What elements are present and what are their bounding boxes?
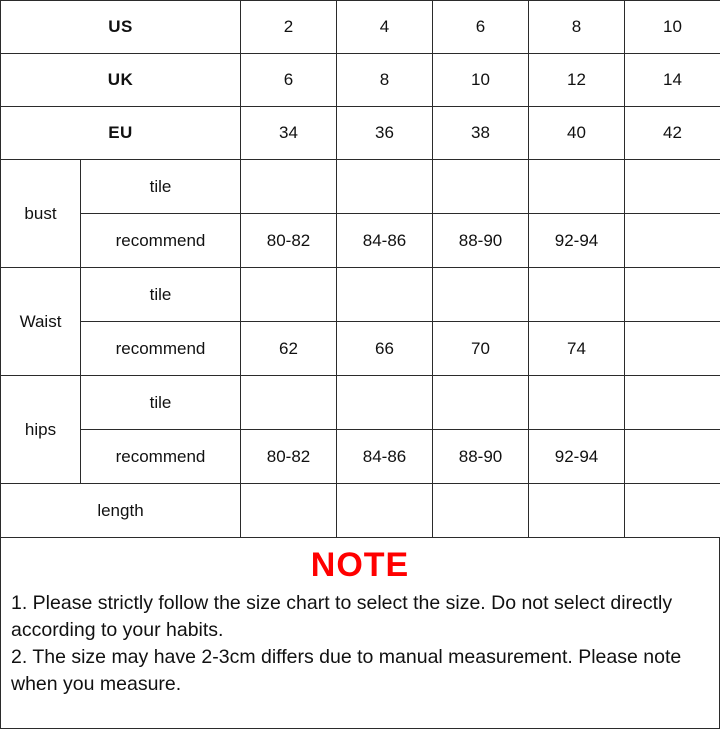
- table-row: [1, 214, 720, 268]
- table-row: [1, 430, 720, 484]
- note-box: [0, 538, 720, 729]
- cell-bust-tile-3: [433, 160, 529, 214]
- sub-label-hips-tile: tile: [81, 376, 241, 430]
- cell-waist-rec-5: [625, 322, 720, 376]
- table-row: [1, 160, 720, 214]
- row-label-bust: bust: [1, 160, 81, 268]
- cell-waist-rec-3: 70: [433, 322, 529, 376]
- cell-eu-1: 34: [241, 107, 337, 160]
- cell-uk-3: 10: [433, 54, 529, 107]
- cell-length-4: [529, 484, 625, 538]
- cell-hips-rec-2: 84-86: [337, 430, 433, 484]
- cell-hips-tile-1: [241, 376, 337, 430]
- table-row: [1, 484, 720, 538]
- note-line-2: 2. The size may have 2-3cm differs due to manual measurement. Please note when you measure.: [11, 644, 709, 698]
- cell-length-1: [241, 484, 337, 538]
- cell-waist-rec-2: 66: [337, 322, 433, 376]
- cell-hips-rec-1: 80-82: [241, 430, 337, 484]
- row-label-eu: EU: [1, 107, 241, 160]
- cell-bust-tile-4: [529, 160, 625, 214]
- cell-waist-tile-2: [337, 268, 433, 322]
- cell-hips-tile-5: [625, 376, 720, 430]
- cell-bust-rec-2: 84-86: [337, 214, 433, 268]
- sub-label-hips-recommend: recommend: [81, 430, 241, 484]
- cell-hips-rec-5: [625, 430, 720, 484]
- row-label-uk: UK: [1, 54, 241, 107]
- cell-waist-tile-1: [241, 268, 337, 322]
- cell-waist-tile-5: [625, 268, 720, 322]
- cell-us-1: 2: [241, 1, 337, 54]
- table-row: [1, 1, 720, 54]
- cell-hips-tile-4: [529, 376, 625, 430]
- cell-waist-tile-3: [433, 268, 529, 322]
- cell-eu-3: 38: [433, 107, 529, 160]
- sub-label-bust-tile: tile: [81, 160, 241, 214]
- cell-bust-rec-5: [625, 214, 720, 268]
- cell-bust-tile-2: [337, 160, 433, 214]
- sub-label-waist-recommend: recommend: [81, 322, 241, 376]
- cell-length-2: [337, 484, 433, 538]
- note-line-1: 1. Please strictly follow the size chart to select the size. Do not select directly according to your habits.: [11, 590, 709, 644]
- cell-hips-tile-2: [337, 376, 433, 430]
- cell-us-4: 8: [529, 1, 625, 54]
- table-row: [1, 268, 720, 322]
- cell-eu-4: 40: [529, 107, 625, 160]
- row-label-hips: hips: [1, 376, 81, 484]
- cell-waist-tile-4: [529, 268, 625, 322]
- cell-hips-tile-3: [433, 376, 529, 430]
- cell-uk-1: 6: [241, 54, 337, 107]
- sub-label-waist-tile: tile: [81, 268, 241, 322]
- cell-us-2: 4: [337, 1, 433, 54]
- row-label-waist: Waist: [1, 268, 81, 376]
- cell-waist-rec-1: 62: [241, 322, 337, 376]
- table-row: [1, 376, 720, 430]
- cell-bust-rec-4: 92-94: [529, 214, 625, 268]
- row-label-us: US: [1, 1, 241, 54]
- cell-eu-5: 42: [625, 107, 720, 160]
- cell-waist-rec-4: 74: [529, 322, 625, 376]
- cell-uk-2: 8: [337, 54, 433, 107]
- note-title: NOTE: [11, 544, 709, 586]
- cell-hips-rec-3: 88-90: [433, 430, 529, 484]
- cell-us-3: 6: [433, 1, 529, 54]
- cell-length-5: [625, 484, 720, 538]
- cell-uk-5: 14: [625, 54, 720, 107]
- cell-eu-2: 36: [337, 107, 433, 160]
- cell-us-5: 10: [625, 1, 720, 54]
- cell-bust-rec-3: 88-90: [433, 214, 529, 268]
- cell-bust-tile-5: [625, 160, 720, 214]
- cell-bust-tile-1: [241, 160, 337, 214]
- cell-hips-rec-4: 92-94: [529, 430, 625, 484]
- sub-label-bust-recommend: recommend: [81, 214, 241, 268]
- cell-bust-rec-1: 80-82: [241, 214, 337, 268]
- cell-uk-4: 12: [529, 54, 625, 107]
- table-row: [1, 54, 720, 107]
- table-row: [1, 107, 720, 160]
- table-row: [1, 322, 720, 376]
- row-label-length: length: [1, 484, 241, 538]
- cell-length-3: [433, 484, 529, 538]
